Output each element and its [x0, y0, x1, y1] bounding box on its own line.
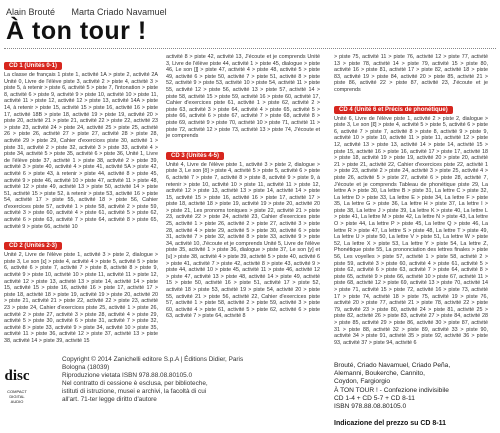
- product-info-line: Alemanni, Boukerche, Cannito,: [334, 370, 425, 378]
- product-info-line: Coydon, Fargiorgio: [334, 378, 391, 386]
- track-list-text: activité 8 > piste 42, activité 13, J'écoute et je comprends Unité 3, Livre de l'élève piste 44, activité 1 > piste 45, dialogue > piste 46, Le son [ʃ] > piste 47, activité 4 > piste 48, activité 5 > piste 49, activité 6 > piste 50, activité 7 > piste 51, activité 8 > piste 52, activité 9 > piste 53, activité 10 > piste 54, activité 11 > piste 55, activité 12 > piste 56, activité 13 > piste 57, activité 14 > piste 58, activité 15 > piste 59, activité 16 > piste 60, activité 17, Cahier d'exercices piste 61, activité 1 > piste 62, activité 2 > piste 63, activité 3 > piste 64, activité 4 > piste 65, activité 5 > piste 66, activité 6 > piste 67, activité 7 > piste 68, activité 8 > piste 69, activité 9 > piste 70, activité 10 > piste 71, activité 11 > piste 72, activité 12 > piste 73, activité 13 > piste 74, J'écoute et je comprends: [166, 54, 320, 140]
- product-info: [334, 362, 494, 411]
- cd-header: CD 3 (Unités 4-5): [166, 152, 224, 160]
- author-name: Alain Brouté: [6, 7, 56, 17]
- product-info-line: Brouté, Criado Navamuel, Criado Peña,: [334, 362, 451, 369]
- track-block: [4, 234, 158, 344]
- copyright-line: Riproduzione vietata ISBN 978.88.08.80105.0: [62, 372, 193, 379]
- price-note: Indicazione del prezzo su CD 8-11: [334, 420, 447, 427]
- product-info-line: CD 1-4 + CD 5-7 + CD 8-11: [334, 394, 415, 402]
- cd-header: CD 2 (Unités 2-3): [4, 242, 62, 250]
- cd-logo-caption: COMPACT DIGITAL AUDIO: [7, 389, 27, 404]
- divider: [4, 48, 496, 49]
- track-list-text: La classe de français 1 piste 1, activité 1A > piste 2, activité 2A Unité 0, Livre de l'élève piste 3, activité 2 > piste 4, activité 3 > piste 5, à retenir > piste 6, activité 5 > piste 7, l'intonation > piste 8, activité 6 > piste 9, activité 9 > piste 10, activité 10 > piste 11, activité 11 > piste 12, activité 12 > piste 13, activité 14A > piste 14, à retenir > piste 15, activité 15 > piste 16, activité 16 > piste 17, activité 18B > piste 18, activité 19 > piste 19, activité 20 > piste 20, activité 21 > piste 21, activité 22 > piste 22, activité 23 > piste 23, activité 24 > piste 24, activité 25 > piste 25, activité 26 > piste 26, activité 27 > piste 27, activité 28 > piste 28, activité 29 > piste 29, Cahier d'exercices piste 30, activité 1 > piste 31, activité 2 > piste 32, activité 3 > piste 33, activité 4 > piste 34, activité 5 > piste 35, activité 6 > piste 36, Unité 1, Livre de l'élève piste 37, activité 1 > piste 38, activité 2 > piste 39, activité 3 > piste 40, activité 4 > piste 41, activité 5A > piste 42, activité 6 > piste 43, à retenir > piste 44, activité 8 > piste 45, activité 9 > piste 46, activité 10 > piste 47, activité 11 > piste 48, activité 12 > piste 49, activité 13 > piste 50, activité 14 > piste 51, activité 15 > piste 52, à retenir > piste 53, activité 16 > piste 54, activité 17 > piste 55, activité 18 > piste 56, Cahier d'exercices piste 57, activité 1 > piste 58, activité 2 > piste 59, activité 3 > piste 60, activité 4 > piste 61, activité 5 > piste 62, activité 6 > piste 63, activité 7 > piste 64, activité 8 > piste 65, activité 9 > piste 66, activité 10: [4, 72, 158, 230]
- copyright-line: Nel contratto di cessione è esclusa, per biblioteche,: [62, 380, 208, 387]
- copyright-line: Copyright © 2014 Zanichelli editore S.p.A | Éditions Didier, Paris: [62, 356, 244, 363]
- copyright-text: [62, 356, 322, 404]
- track-block: [334, 98, 488, 347]
- cd-header: CD 4 (Unité 6 et Précis de phonétique): [334, 106, 453, 114]
- product-info-line: ISBN 978.88.08.80105.0: [334, 403, 407, 411]
- copyright-line: Bologna (18039): [62, 364, 110, 371]
- track-block: [4, 54, 158, 230]
- copyright-line: istituti di istruzione, musei e archivi, la facoltà di cui: [62, 388, 207, 395]
- cd-header: CD 1 (Unités 0-1): [4, 62, 62, 70]
- page-title: À ton tour !: [6, 17, 147, 45]
- track-list-text: > piste 75, activité 11 > piste 76, activité 12 > piste 77, activité 13 > piste 78, activité 14 > piste 79, activité 15 > piste 80, activité 16 > piste 81, activité 17 > piste 82, activité 18 > piste 83, activité 19 > piste 84, activité 20 > piste 85, activité 21 > piste 86, activité 22 > piste 87, activité 23, J'écoute et je comprends: [334, 54, 488, 93]
- track-list-text: Unité 2, Livre de l'élève piste 1, activité 3 > piste 2, dialogue > piste 3, Le son [ɛ] > piste 4, activité 4 > piste 5, activité 5 > piste 6, activité 6 > piste 7, activité 7 > piste 8, activité 8 > piste 9, activité 9 > piste 10, activité 10 > piste 11, activité 11 > piste 12, activité 12 > piste 13, activité 13 > piste 14, activité 14 > piste 15, activité 15 > piste 16, activité 16 > piste 17, activité 17 > piste 18, activité 18 > piste 19, activité 19 > piste 20, activité 20 > piste 21, activité 21 > piste 22, activité 22 > piste 23, activité 23 > piste 24, Cahier d'exercices piste 25, activité 1 > piste 26, activité 2 > piste 27, activité 3 > piste 28, activité 4 > piste 29, activité 5 > piste 30, activité 6 > piste 31, activité 7 > piste 32, activité 8 > piste 33, activité 9 > piste 34, activité 10 > piste 35, activité 11 > piste 36, activité 12 > piste 37, activité 13 > piste 38, activité 14 > piste 39, activité 15: [4, 252, 158, 344]
- track-block: [166, 54, 320, 140]
- track-list-text: Unité 6, Livre de l'élève piste 1, activité 2 > piste 2, dialogue > piste 3, Le son [ɛ̃] > piste 4, activité 5 > piste 5, activité 6 > piste 6, activité 7 > piste 7, activité 8 > piste 8, activité 9 > piste 9, activité 10 > piste 10, activité 11 > piste 11, activité 12 > piste 12, activité 13 > piste 13, activité 14 > piste 14, activité 15 > piste 15, activité 16 > piste 16, activité 17 > piste 17, activité 18 > piste 18, activité 19 > piste 19, activité 20 > piste 20, activité 21 > piste 21, activité 22, Cahier d'exercices piste 22, activité 1 > piste 23, activité 2 > piste 24, activité 3 > piste 25, activité 4 > piste 26, activité 5 > piste 27, activité 6 > piste 28, activité 7, J'écoute et je comprends Tableau de phonétique piste 29, La lettre A > piste 30, La lettre B > piste 31, La lettre C > piste 32, La lettre D > piste 33, La lettre E > piste 34, La lettre F > piste 35, La lettre G > piste 36, La lettre H > piste 37, La lettre I > piste 38, La lettre J > piste 39, La lettre K > piste 40, La lettre L > piste 41, La lettre M > piste 42, La lettre N > piste 43, La lettre O > piste 44, La lettre P > piste 45, La lettre Q > piste 46, La lettre R > piste 47, La lettre S > piste 48, La lettre T > piste 49, La lettre U > piste 50, La lettre V > piste 51, La lettre W > piste 52, La lettre X > piste 53, La lettre Y > piste 54, La lettre Z, Phonétique piste 55, La prononciation des lettres finales > piste 56, Les voyelles > piste 57, activité 1 > piste 58, activité 2 > piste 59, activité 3 > piste 60, activité 4 > piste 61, activité 5 > piste 62, activité 6 > piste 63, activité 7 > piste 64, activité 8 > piste 65, activité 9 > piste 66, activité 10 > piste 67, activité 11 > piste 68, activité 12 > piste 69, activité 13 > piste 70, activité 14 > piste 71, activité 15 > piste 72, activité 16 > piste 73, activité 17 > piste 74, activité 18 > piste 75, activité 19 > piste 76, activité 20 > piste 77, activité 21 > piste 78, activité 22 > piste 79, activité 23 > piste 80, activité 24 > piste 81, activité 25 > piste 82, activité 26 > piste 83, activité 27 > piste 84, activité 28 > piste 85, activité 29 > piste 86, activité 30 > piste 87, activité 31 > piste 88, activité 32 > piste 89, activité 33 > piste 90, activité 34 > piste 91, activité 35 > piste 92, activité 36 > piste 93, activité 37 > piste 94, activité 6: [334, 115, 488, 346]
- copyright-line: all'art. 71-ter legge diritto d'autore: [62, 396, 157, 403]
- product-info-line: À TON TOUR ! - Confezione indivisibile: [334, 386, 449, 394]
- track-list-column: [4, 54, 158, 349]
- compact-disc-logo-icon: [4, 366, 30, 404]
- author-name: Marta Criado Navamuel: [71, 7, 167, 17]
- disc-icon: [6, 366, 28, 384]
- track-block: [334, 54, 488, 94]
- track-list-column: [334, 54, 488, 350]
- track-list-text: Unité 4, Livre de l'élève piste 1, activité 3 > piste 2, dialogue > piste 3, Le son [õ] > piste 4, activité 5 > piste 5, activité 6 > piste 6, activité 7 > piste 7, activité 8 > piste 8, activité 9 > piste 9, à retenir > piste 10, activité 10 > piste 11, activité 11 > piste 12, activité 12 > piste 13, activité 13 > piste 14, activité 14 > piste 15, activité 15 > piste 16, activité 16 > piste 17, activité 17 > piste 18, activité 18 > piste 19, activité 19 > piste 20, activité 20 > piste 21, Les pronoms toniques > piste 22, activité 21 > piste 23, activité 22 > piste 24, activité 23, Cahier d'exercices piste 25, activité 1 > piste 26, activité 2 > piste 27, activité 3 > piste 28, activité 4 > piste 29, activité 5 > piste 30, activité 6 > piste 31, activité 7 > piste 32, activité 8 > piste 33, activité 9 > piste 34, activité 10, J'écoute et je comprends Unité 5, Livre de l'élève piste 35, activité 1 > piste 36, dialogue > piste 37, Le son [y] et [u] > piste 38, activité 4 > piste 39, activité 5 > piste 40, activité 6 > piste 41, activité 7 > piste 42, activité 8 > piste 43, activité 9 > piste 44, activité 10 > piste 45, activité 11 > piste 46, activité 12 > piste 47, activité 13 > piste 48, activité 14 > piste 49, activité 15 > piste 50, activité 16 > piste 51, activité 17 > piste 52, activité 18 > piste 53, activité 19 > piste 54, activité 20 > piste 55, activité 21 > piste 56, activité 22, Cahier d'exercices piste 57, activité 1 > piste 58, activité 2 > piste 59, activité 3 > piste 60, activité 4 > piste 61, activité 5 > piste 62, activité 6 > piste 63, activité 7 > piste 64, activité 8: [166, 161, 320, 320]
- authors: [6, 7, 181, 17]
- track-list-column: [166, 54, 320, 324]
- track-block: [166, 144, 320, 320]
- svg-text:disc: disc: [4, 368, 30, 384]
